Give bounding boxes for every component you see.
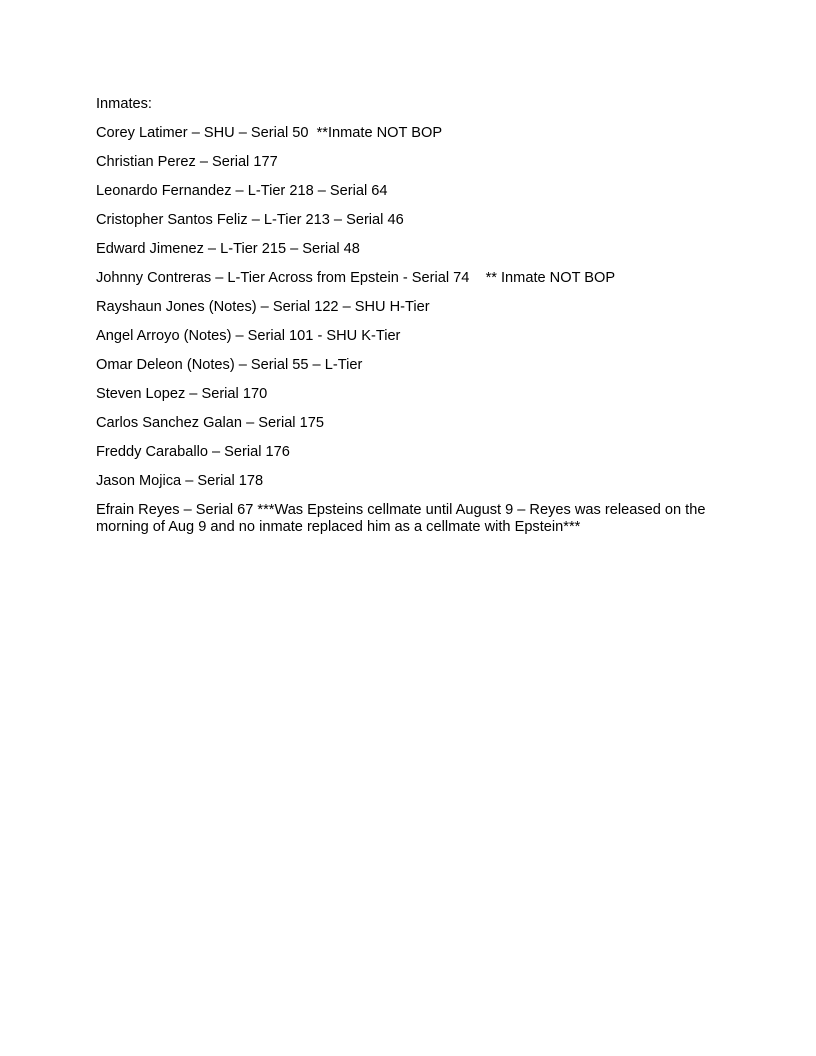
inmate-entry: Jason Mojica – Serial 178 — [96, 473, 264, 489]
inmate-entry: Omar Deleon (Notes) – Serial 55 – L-Tier — [96, 357, 363, 373]
inmate-entry: Corey Latimer – SHU – Serial 50 **Inmate NOT BOP — [96, 125, 443, 141]
inmate-entry: Angel Arroyo (Notes) – Serial 101 - SHU K-Tier — [96, 328, 401, 344]
inmate-entry: Cristopher Santos Feliz – L-Tier 213 – Serial 46 — [96, 212, 404, 228]
inmate-entry: Rayshaun Jones (Notes) – Serial 122 – SHU H-Tier — [96, 299, 430, 315]
inmate-entry: Leonardo Fernandez – L-Tier 218 – Serial 64 — [96, 183, 388, 199]
inmate-entry: Johnny Contreras – L-Tier Across from Epstein - Serial 74 ** Inmate NOT BOP — [96, 270, 616, 286]
inmate-entry: Steven Lopez – Serial 170 — [96, 386, 268, 402]
inmate-entry: Freddy Caraballo – Serial 176 — [96, 444, 290, 460]
inmate-entry: Christian Perez – Serial 177 — [96, 154, 278, 170]
inmate-entry: Edward Jimenez – L-Tier 215 – Serial 48 — [96, 241, 360, 257]
inmates-heading: Inmates: — [96, 96, 152, 112]
inmate-list — [96, 125, 720, 536]
inmate-entry: Carlos Sanchez Galan – Serial 175 — [96, 415, 324, 431]
inmate-entry-cellmate-note: Efrain Reyes – Serial 67 ***Was Epsteins cellmate until August 9 – Reyes was released on the morning of Aug 9 and no inmate replaced him as a cellmate with Epstein*** — [96, 502, 706, 535]
document-body — [96, 96, 720, 548]
